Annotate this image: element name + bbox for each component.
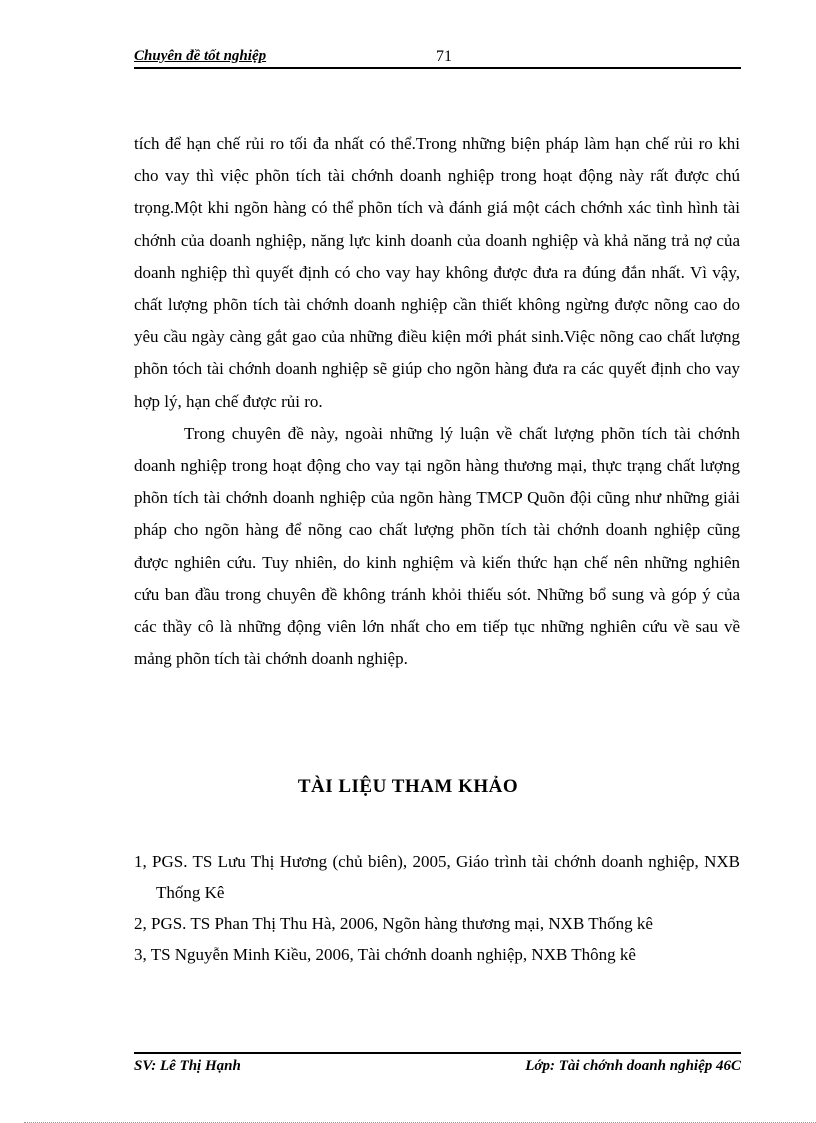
reference-item: 2, PGS. TS Phan Thị Thu Hà, 2006, Ngõn hàng thương mại, NXB Thống kê (134, 914, 653, 933)
header-title: Chuyên đề tốt nghiệp (134, 48, 267, 64)
footer-class: Lớp: Tài chớnh doanh nghiệp 46C (525, 1058, 741, 1074)
paragraph-2: Trong chuyên đề này, ngoài những lý luận về chất lượng phõn tích tài chớnh doanh nghiệp trong hoạt động cho vay tại ngõn hàng thương mại, thực trạng chất lượng phõn tích tài chớnh doanh nghiệp của ngõn hàng TMCP Quõn đội cũng như những giải pháp cho ngõn hàng để nõng cao chất lượng phõn tích tài chớnh doanh nghiệp cũng được nghiên cứu. Tuy nhiên, do kinh nghiệm và kiến thức hạn chế nên những nghiên cứu ban đầu trong chuyên đề không tránh khỏi thiếu sót. Những bổ sung và góp ý của các thầy cô là những động viên lớn nhất cho em tiếp tục những nghiên cứu về sau về mảng phõn tích tài chớnh doanh nghiệp. (134, 423, 740, 669)
page-header (134, 48, 741, 68)
footer-rule (134, 1052, 741, 1054)
paragraph-1: tích để hạn chế rủi ro tối đa nhất có thể.Trong những biện pháp làm hạn chế rủi ro khi cho vay thì việc phõn tích tài chớnh doanh nghiệp trong hoạt động này rất được chú trọng.Một khi ngõn hàng có thể phõn tích và đánh giá một cách chớnh xác tình hình tài chớnh của doanh nghiệp, năng lực kinh doanh của doanh nghiệp và khả năng trả nợ của doanh nghiệp thì quyết định có cho vay hay không được đưa ra đúng đắn nhất. Vì vậy, chất lượng phõn tích tài chớnh doanh nghiệp cần thiết không ngừng được nõng cao do yêu cầu ngày càng gắt gao của những điều kiện mới phát sinh.Việc nõng cao chất lượng phõn tóch tài chớnh doanh nghiệp sẽ giúp cho ngõn hàng đưa ra các quyết định cho vay hợp lý, hạn chế được rủi ro. (134, 134, 740, 411)
header-rule (134, 67, 741, 69)
body-text (134, 128, 740, 675)
references-list (134, 846, 740, 970)
reference-item: 3, TS Nguyễn Minh Kiều, 2006, Tài chớnh doanh nghiệp, NXB Thông kê (134, 945, 636, 964)
references-title: TÀI LIỆU THAM KHẢO (297, 776, 519, 797)
footer-student: SV: Lê Thị Hạnh (134, 1058, 241, 1074)
page-number: 71 (436, 48, 452, 65)
reference-item: 1, PGS. TS Lưu Thị Hương (chủ biên), 2005, Giáo trình tài chớnh doanh nghiệp, NXB Thống Kê (134, 852, 740, 902)
